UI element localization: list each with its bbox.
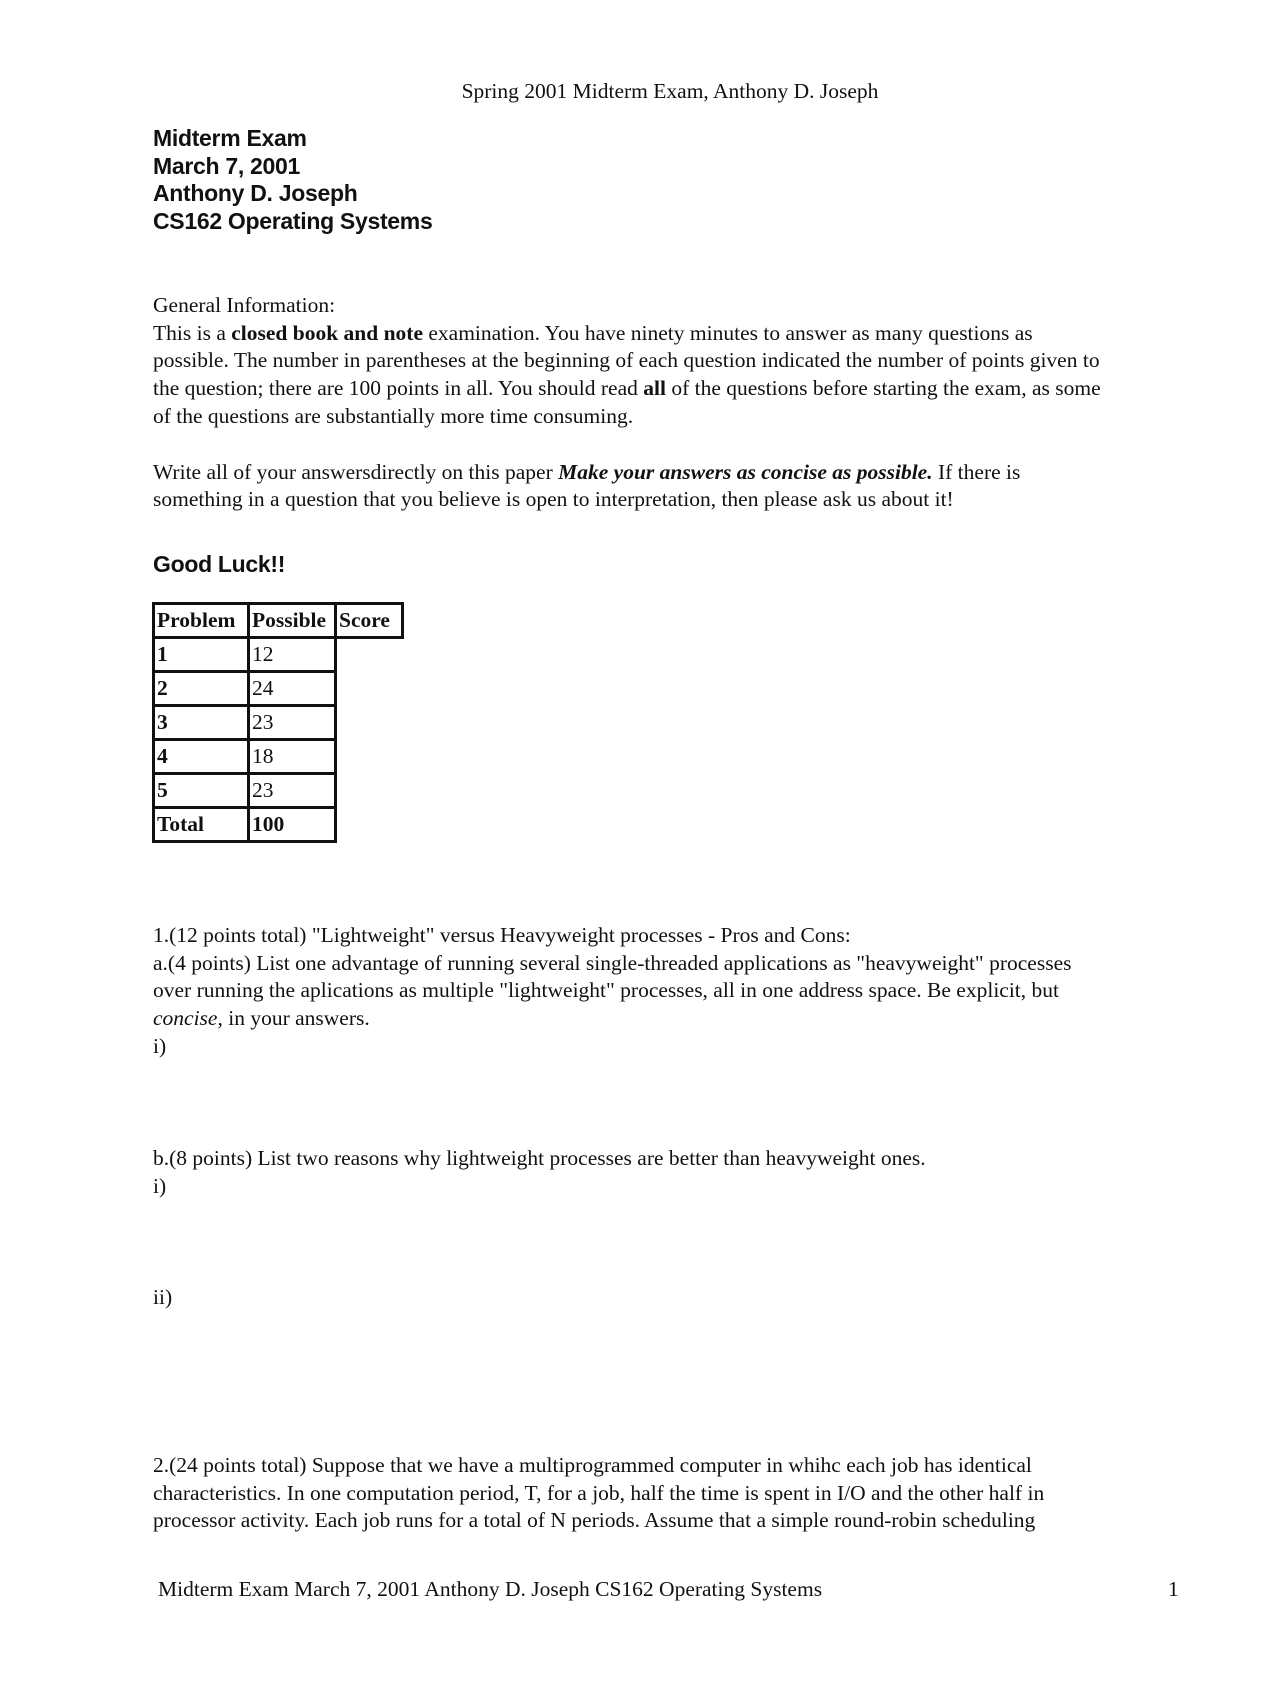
exam-title: Midterm Exam bbox=[153, 125, 307, 151]
text: , in your answers. bbox=[217, 1006, 370, 1031]
question-1a-text: a.(4 points) List one advantage of running several single-threaded applications as "heavyweight" processes bbox=[153, 950, 1072, 975]
question-1a-text: over running the aplications as multiple "lightweight" processes, all in one address space. Be explicit, but bbox=[153, 978, 1060, 1003]
table-row-total bbox=[154, 808, 403, 842]
table-row bbox=[154, 774, 403, 808]
emphasis-text: all bbox=[643, 376, 666, 401]
general-info-line bbox=[153, 375, 1101, 403]
problem-cell: 4 bbox=[154, 740, 249, 774]
text: examination. You have ninety minutes to answer as many questions as bbox=[422, 320, 1033, 345]
possible-cell: 18 bbox=[249, 740, 336, 774]
question-1a-text bbox=[153, 1005, 1071, 1033]
text: This is a bbox=[153, 320, 232, 345]
problem-cell: 5 bbox=[154, 774, 249, 808]
question-1b-text: b.(8 points) List two reasons why lightweight processes are better than heavyweight ones. bbox=[153, 1146, 926, 1170]
general-info-line: possible. The number in parentheses at the beginning of each question indicated the number of points given to bbox=[153, 348, 1100, 373]
exam-date: March 7, 2001 bbox=[153, 152, 300, 179]
score-table bbox=[152, 602, 404, 843]
exam-author: Anthony D. Joseph bbox=[153, 180, 358, 207]
problem-cell: 2 bbox=[154, 672, 249, 706]
emphasis-text: Make your answers as concise as possible. bbox=[558, 459, 933, 484]
question-1 bbox=[153, 922, 1071, 1061]
question-2-text: 2.(24 points total) Suppose that we have a multiprogrammed computer in whihc each job has identical bbox=[153, 1453, 1032, 1477]
question-1-title: 1.(12 points total) "Lightweight" versus Heavyweight processes - Pros and Cons: bbox=[153, 923, 851, 947]
table-row bbox=[154, 706, 403, 740]
general-information bbox=[153, 292, 1101, 514]
header-problem: Problem bbox=[154, 604, 249, 638]
question-1b bbox=[153, 1145, 926, 1200]
problem-cell: Total bbox=[154, 808, 249, 842]
header-possible: Possible bbox=[249, 604, 336, 638]
text: of the questions before starting the exam, as some bbox=[665, 376, 1101, 401]
possible-cell: 23 bbox=[249, 706, 336, 740]
general-info-line: of the questions are substantially more time consuming. bbox=[153, 403, 634, 428]
title-block bbox=[153, 125, 432, 236]
possible-cell: 12 bbox=[249, 638, 336, 672]
question-2 bbox=[153, 1452, 1044, 1535]
italic-text: concise bbox=[153, 1006, 218, 1031]
table-row bbox=[154, 638, 403, 672]
running-header: Spring 2001 Midterm Exam, Anthony D. Joseph bbox=[461, 79, 879, 103]
page-number: 1 bbox=[1168, 1577, 1179, 1601]
text: the question; there are 100 points in all. You should read bbox=[153, 376, 644, 401]
text: Write all of your answersdirectly on this paper bbox=[153, 459, 559, 484]
text: If there is bbox=[932, 459, 1021, 484]
answer-label-1b-i: i) bbox=[153, 1173, 167, 1198]
problem-cell: 1 bbox=[154, 638, 249, 672]
course-name: CS162 Operating Systems bbox=[153, 208, 433, 235]
possible-cell: 23 bbox=[249, 774, 336, 808]
instructions-line: something in a question that you believe is open to interpretation, then please ask us about it! bbox=[153, 487, 954, 512]
general-info-heading: General Information: bbox=[153, 293, 336, 317]
table-header-row bbox=[154, 604, 403, 638]
emphasis-text: closed book and note bbox=[231, 320, 423, 345]
instructions-line bbox=[153, 459, 1101, 487]
answer-label-1b-ii: ii) bbox=[153, 1285, 173, 1309]
table-row bbox=[154, 672, 403, 706]
question-2-text: processor activity. Each job runs for a total of N periods. Assume that a simple round-robin scheduling bbox=[153, 1508, 1036, 1533]
possible-cell: 24 bbox=[249, 672, 336, 706]
question-2-text: characteristics. In one computation period, T, for a job, half the time is spent in I/O and the other half in bbox=[153, 1480, 1045, 1505]
page-footer: Midterm Exam March 7, 2001 Anthony D. Joseph CS162 Operating Systems bbox=[158, 1577, 823, 1601]
possible-cell: 100 bbox=[249, 808, 336, 842]
problem-cell: 3 bbox=[154, 706, 249, 740]
header-score: Score bbox=[336, 604, 403, 638]
table-row bbox=[154, 740, 403, 774]
general-info-line bbox=[153, 320, 1101, 348]
good-luck: Good Luck!! bbox=[153, 551, 286, 577]
answer-label-1a-i: i) bbox=[153, 1033, 167, 1058]
